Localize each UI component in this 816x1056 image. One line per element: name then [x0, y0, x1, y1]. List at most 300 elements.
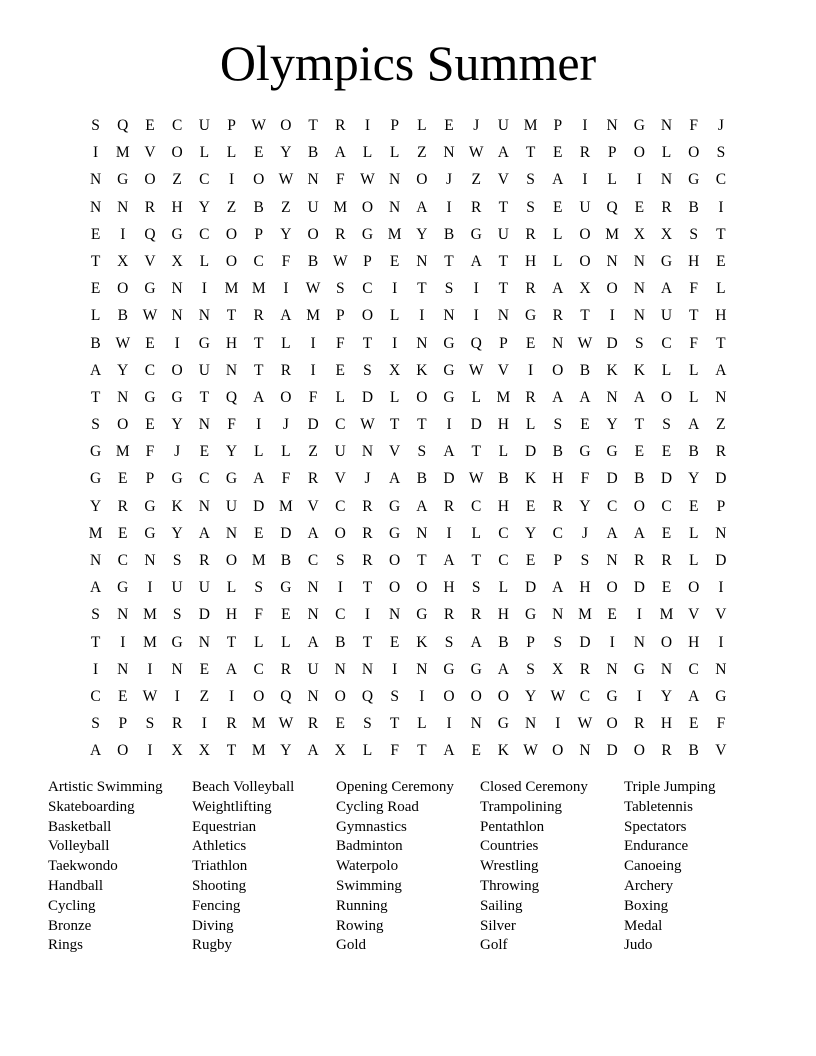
word-item: Wrestling: [480, 858, 539, 875]
grid-letter: I: [392, 280, 398, 298]
grid-letter: D: [280, 524, 292, 542]
grid-letter: P: [607, 144, 617, 162]
grid-letter: N: [633, 252, 645, 270]
grid-letter: G: [443, 361, 455, 379]
grid-letter: F: [145, 443, 155, 461]
grid-letter: A: [470, 633, 482, 651]
grid-letter: R: [525, 388, 536, 406]
grid-letter: W: [278, 171, 294, 189]
grid-letter: I: [636, 687, 642, 705]
grid-letter: R: [634, 552, 645, 569]
grid-letter: Y: [280, 225, 292, 243]
grid-letter: O: [225, 225, 238, 243]
grid-letter: T: [716, 225, 726, 243]
grid-letter: I: [718, 198, 724, 216]
grid-letter: O: [171, 144, 183, 162]
word-item: Archery: [624, 877, 674, 894]
grid-letter: U: [198, 117, 210, 134]
grid-letter: K: [416, 361, 428, 379]
grid-letter: V: [307, 497, 319, 515]
grid-letter: O: [688, 144, 700, 162]
grid-letter: A: [633, 524, 645, 542]
word-item: Gymnastics: [336, 818, 407, 835]
grid-letter: N: [389, 606, 401, 624]
grid-letter: M: [306, 307, 320, 325]
grid-letter: B: [443, 225, 455, 243]
grid-letter: A: [633, 388, 645, 406]
grid-letter: R: [171, 715, 183, 733]
grid-letter: U: [171, 579, 183, 597]
grid-letter: X: [171, 252, 183, 270]
grid-letter: T: [389, 715, 400, 733]
grid-letter: I: [446, 198, 452, 216]
grid-letter: E: [471, 742, 481, 760]
grid-letter: C: [498, 524, 509, 542]
word-item: Waterpolo: [336, 858, 399, 875]
grid-letter: G: [171, 470, 183, 488]
grid-letter: I: [473, 307, 479, 325]
grid-letter: I: [120, 633, 126, 651]
grid-letter: R: [579, 144, 591, 162]
grid-letter: A: [497, 660, 509, 678]
grid-letter: Y: [280, 742, 292, 760]
grid-letter: M: [251, 742, 266, 760]
grid-letter: S: [254, 579, 264, 597]
word-item: Rugby: [192, 937, 233, 954]
grid-letter: B: [498, 470, 509, 488]
grid-letter: V: [497, 171, 509, 189]
word-item: Volleyball: [48, 838, 110, 855]
word-item: Trampolining: [480, 798, 562, 815]
grid-letter: C: [715, 171, 727, 189]
grid-letter: O: [579, 252, 591, 270]
grid-letter: B: [498, 633, 509, 651]
grid-letter: H: [524, 252, 537, 270]
grid-letter: G: [524, 307, 537, 325]
grid-letter: E: [118, 470, 128, 488]
grid-letter: G: [144, 524, 156, 542]
grid-letter: N: [307, 606, 319, 624]
grid-letter: B: [688, 443, 699, 461]
grid-letter: K: [524, 470, 537, 488]
word-item: Beach Volleyball: [192, 779, 295, 795]
grid-letter: W: [468, 361, 484, 379]
grid-letter: I: [446, 416, 452, 434]
grid-letter: A: [552, 579, 564, 597]
grid-letter: R: [525, 280, 536, 298]
grid-letter: C: [335, 497, 346, 515]
grid-letter: X: [389, 361, 401, 379]
grid-letter: F: [308, 388, 318, 406]
grid-letter: P: [526, 633, 535, 651]
grid-letter: E: [335, 715, 346, 733]
grid-letter: C: [253, 660, 264, 678]
grid-letter: D: [470, 416, 482, 434]
grid-letter: R: [552, 497, 563, 515]
grid-letter: N: [660, 171, 673, 189]
grid-letter: R: [226, 715, 237, 733]
word-item: Running: [336, 897, 388, 914]
word-item: Taekwondo: [48, 858, 118, 875]
grid-letter: Q: [606, 198, 618, 216]
grid-letter: X: [117, 252, 129, 270]
grid-letter: M: [251, 715, 266, 733]
grid-letter: Q: [225, 388, 238, 406]
grid-letter: W: [360, 416, 375, 434]
grid-letter: Y: [225, 443, 238, 461]
grid-letter: P: [553, 552, 563, 569]
word-item: Triathlon: [192, 858, 248, 875]
grid-letter: L: [661, 144, 672, 162]
grid-letter: C: [199, 225, 210, 243]
word-item: Canoeing: [624, 858, 682, 875]
grid-row: [82, 275, 735, 302]
grid-letter: A: [688, 416, 700, 434]
grid-letter: I: [718, 633, 724, 651]
grid-letter: I: [609, 633, 615, 651]
word-item: Endurance: [624, 838, 689, 855]
grid-letter: H: [660, 715, 673, 733]
grid-letter: Q: [361, 687, 374, 705]
grid-letter: R: [144, 198, 156, 216]
grid-letter: J: [446, 171, 453, 189]
grid-letter: M: [279, 497, 293, 515]
grid-letter: Y: [688, 470, 700, 488]
grid-letter: O: [633, 144, 645, 162]
grid-letter: P: [145, 470, 155, 488]
grid-letter: C: [661, 497, 672, 515]
word-item: Equestrian: [192, 818, 257, 835]
word-item: Skateboarding: [48, 798, 135, 815]
grid-letter: R: [525, 225, 536, 243]
grid-letter: V: [334, 470, 346, 488]
grid-letter: Y: [171, 524, 183, 542]
grid-letter: H: [552, 470, 564, 488]
grid-letter: S: [363, 715, 372, 733]
grid-row: [82, 330, 735, 357]
grid-letter: A: [606, 524, 618, 542]
grid-letter: S: [335, 280, 345, 298]
grid-letter: L: [688, 361, 699, 379]
grid-letter: L: [362, 742, 373, 760]
grid-letter: A: [579, 388, 591, 406]
grid-letter: O: [443, 687, 455, 705]
grid-row: [82, 411, 735, 438]
grid-letter: S: [444, 280, 454, 298]
grid-letter: N: [307, 687, 319, 705]
grid-letter: B: [307, 252, 319, 270]
grid-letter: C: [144, 361, 156, 379]
grid-letter: L: [525, 416, 536, 434]
grid-letter: X: [171, 742, 183, 760]
word-item: Swimming: [336, 877, 402, 894]
grid-letter: E: [145, 334, 155, 352]
grid-letter: X: [660, 225, 673, 243]
grid-letter: W: [577, 334, 593, 352]
grid-letter: L: [471, 388, 481, 406]
grid-letter: A: [715, 361, 727, 379]
grid-letter: L: [607, 171, 617, 189]
grid-letter: X: [334, 742, 346, 760]
grid-letter: G: [633, 660, 645, 678]
grid-letter: E: [634, 198, 645, 216]
grid-letter: S: [526, 198, 535, 216]
grid-letter: N: [416, 252, 428, 270]
grid-letter: E: [145, 117, 155, 134]
grid-letter: S: [689, 225, 699, 243]
grid-letter: R: [579, 660, 591, 678]
grid-letter: G: [171, 633, 183, 651]
grid-letter: R: [661, 552, 672, 569]
grid-letter: I: [609, 307, 615, 325]
grid-letter: O: [225, 552, 238, 569]
grid-letter: R: [471, 606, 482, 624]
grid-letter: O: [470, 687, 482, 705]
word-item: Triple Jumping: [624, 779, 716, 795]
grid-letter: R: [335, 117, 346, 134]
grid-letter: I: [636, 606, 642, 624]
grid-letter: W: [115, 334, 131, 352]
word-item: Golf: [480, 937, 508, 954]
grid-letter: U: [579, 198, 591, 216]
grid-letter: E: [661, 443, 672, 461]
grid-letter: D: [524, 443, 537, 461]
word-item: Judo: [624, 937, 653, 954]
word-item: Artistic Swimming: [48, 779, 163, 795]
grid-letter: A: [307, 742, 319, 760]
grid-letter: H: [497, 497, 509, 515]
word-list: [48, 778, 768, 956]
grid-letter: X: [198, 742, 210, 760]
word-item: Closed Ceremony: [480, 779, 588, 795]
grid-letter: D: [361, 388, 374, 406]
grid-letter: N: [416, 524, 428, 542]
grid-letter: N: [171, 280, 183, 298]
grid-letter: L: [226, 579, 237, 597]
grid-letter: J: [174, 443, 181, 461]
grid-letter: O: [144, 171, 156, 189]
grid-letter: N: [361, 660, 374, 678]
grid-letter: Y: [660, 687, 673, 705]
grid-letter: I: [174, 687, 180, 705]
grid-letter: G: [579, 443, 591, 461]
grid-letter: O: [688, 579, 700, 597]
grid-letter: U: [225, 497, 238, 515]
grid-letter: E: [634, 443, 645, 461]
grid-letter: E: [688, 715, 699, 733]
word-item: Bronze: [48, 917, 92, 934]
grid-row: [82, 547, 735, 574]
word-item: Rowing: [336, 917, 384, 934]
grid-letter: N: [307, 171, 319, 189]
grid-letter: D: [307, 416, 319, 434]
grid-letter: N: [117, 660, 129, 678]
word-column: [336, 778, 480, 956]
grid-letter: O: [660, 633, 673, 651]
grid-letter: S: [526, 171, 535, 189]
grid-letter: W: [251, 117, 267, 134]
grid-letter: U: [198, 579, 210, 597]
grid-letter: R: [362, 552, 373, 569]
grid-letter: U: [307, 198, 319, 216]
grid-letter: S: [635, 334, 644, 352]
grid-letter: F: [580, 470, 590, 488]
grid-row: [82, 438, 735, 465]
grid-letter: O: [660, 388, 673, 406]
grid-letter: S: [662, 416, 671, 434]
grid-letter: S: [172, 606, 182, 624]
grid-letter: I: [310, 361, 316, 379]
grid-letter: T: [498, 198, 509, 216]
grid-letter: V: [144, 252, 156, 270]
grid-letter: B: [579, 361, 591, 379]
word-item: Silver: [480, 917, 516, 934]
grid-letter: I: [392, 660, 398, 678]
grid-letter: T: [90, 252, 101, 270]
word-item: Cycling: [48, 897, 96, 914]
grid-row: [82, 601, 735, 628]
grid-letter: W: [577, 715, 593, 733]
grid-letter: O: [117, 280, 129, 298]
grid-letter: O: [171, 361, 183, 379]
grid-letter: C: [688, 660, 699, 678]
grid-letter: E: [389, 633, 400, 651]
grid-letter: S: [553, 633, 563, 651]
grid-letter: O: [334, 687, 346, 705]
grid-letter: H: [497, 416, 509, 434]
grid-letter: L: [226, 144, 237, 162]
grid-letter: E: [118, 687, 128, 705]
grid-letter: E: [661, 579, 672, 597]
grid-letter: D: [606, 334, 618, 352]
grid-letter: L: [471, 524, 481, 542]
grid-letter: V: [144, 144, 156, 162]
grid-letter: O: [579, 225, 591, 243]
grid-letter: R: [280, 361, 292, 379]
grid-letter: U: [660, 307, 673, 325]
grid-letter: I: [364, 606, 371, 624]
grid-letter: V: [389, 443, 401, 461]
grid-letter: F: [227, 416, 236, 434]
grid-letter: N: [443, 307, 455, 325]
grid-letter: O: [497, 687, 509, 705]
grid-letter: I: [201, 280, 207, 298]
grid-letter: R: [335, 225, 346, 243]
grid-letter: G: [470, 660, 482, 678]
grid-letter: D: [606, 742, 618, 760]
grid-row: [82, 683, 735, 710]
grid-letter: W: [278, 715, 294, 733]
grid-letter: G: [144, 280, 156, 298]
grid-letter: F: [335, 334, 345, 352]
grid-letter: B: [307, 144, 319, 162]
grid-letter: S: [417, 443, 427, 461]
grid-letter: T: [498, 280, 509, 298]
grid-letter: U: [198, 361, 210, 379]
grid-letter: J: [581, 524, 588, 542]
grid-letter: E: [253, 144, 264, 162]
grid-letter: S: [145, 715, 155, 733]
grid-letter: P: [363, 252, 372, 270]
grid-letter: I: [446, 715, 452, 733]
grid-letter: H: [225, 606, 238, 624]
grid-letter: A: [660, 280, 673, 298]
grid-letter: A: [443, 443, 455, 461]
grid-letter: N: [715, 660, 727, 678]
grid-letter: E: [199, 660, 210, 678]
grid-letter: N: [334, 660, 346, 678]
grid-letter: M: [333, 198, 348, 216]
grid-letter: P: [716, 497, 726, 515]
grid-letter: A: [416, 198, 428, 216]
grid-letter: E: [281, 606, 291, 624]
grid-letter: L: [498, 443, 509, 461]
grid-letter: T: [90, 633, 101, 651]
grid-letter: B: [90, 334, 101, 352]
grid-letter: K: [633, 361, 645, 379]
grid-letter: C: [307, 552, 319, 569]
grid-letter: R: [199, 552, 210, 569]
grid-letter: S: [553, 416, 563, 434]
grid-letter: Y: [171, 416, 183, 434]
grid-letter: S: [716, 144, 726, 162]
grid-letter: N: [171, 307, 183, 325]
grid-letter: A: [198, 524, 210, 542]
grid-letter: O: [280, 117, 292, 134]
grid-letter: C: [362, 280, 373, 298]
grid-letter: O: [633, 497, 645, 515]
grid-letter: X: [633, 225, 645, 243]
grid-letter: B: [117, 307, 128, 325]
grid-letter: T: [417, 416, 427, 434]
grid-letter: O: [416, 171, 428, 189]
grid-letter: I: [93, 660, 99, 678]
grid-letter: R: [117, 497, 128, 515]
grid-letter: T: [362, 579, 373, 597]
grid-letter: K: [416, 633, 428, 651]
grid-letter: N: [225, 361, 238, 379]
word-column: [624, 778, 768, 956]
word-item: Boxing: [624, 897, 669, 914]
grid-letter: I: [419, 307, 425, 325]
grid-letter: L: [389, 307, 400, 325]
grid-letter: M: [251, 552, 266, 569]
grid-letter: M: [496, 388, 511, 406]
grid-letter: F: [716, 715, 726, 733]
grid-letter: R: [280, 660, 292, 678]
grid-letter: H: [688, 252, 700, 270]
grid-letter: S: [471, 579, 481, 597]
grid-letter: G: [171, 225, 183, 243]
grid-letter: R: [552, 307, 563, 325]
grid-letter: L: [716, 280, 726, 298]
grid-letter: C: [606, 497, 618, 515]
grid-letter: I: [718, 579, 724, 597]
grid-row: [82, 384, 735, 411]
grid-letter: R: [307, 715, 319, 733]
grid-letter: E: [716, 252, 726, 270]
grid-letter: Y: [579, 497, 591, 515]
grid-letter: M: [578, 606, 592, 624]
grid-letter: G: [715, 687, 727, 705]
grid-letter: Z: [172, 171, 182, 189]
grid-letter: K: [606, 361, 618, 379]
grid-letter: A: [253, 388, 265, 406]
grid-letter: C: [335, 416, 346, 434]
word-item: Cycling Road: [336, 798, 419, 815]
grid-letter: B: [688, 742, 699, 760]
grid-letter: X: [552, 660, 564, 678]
